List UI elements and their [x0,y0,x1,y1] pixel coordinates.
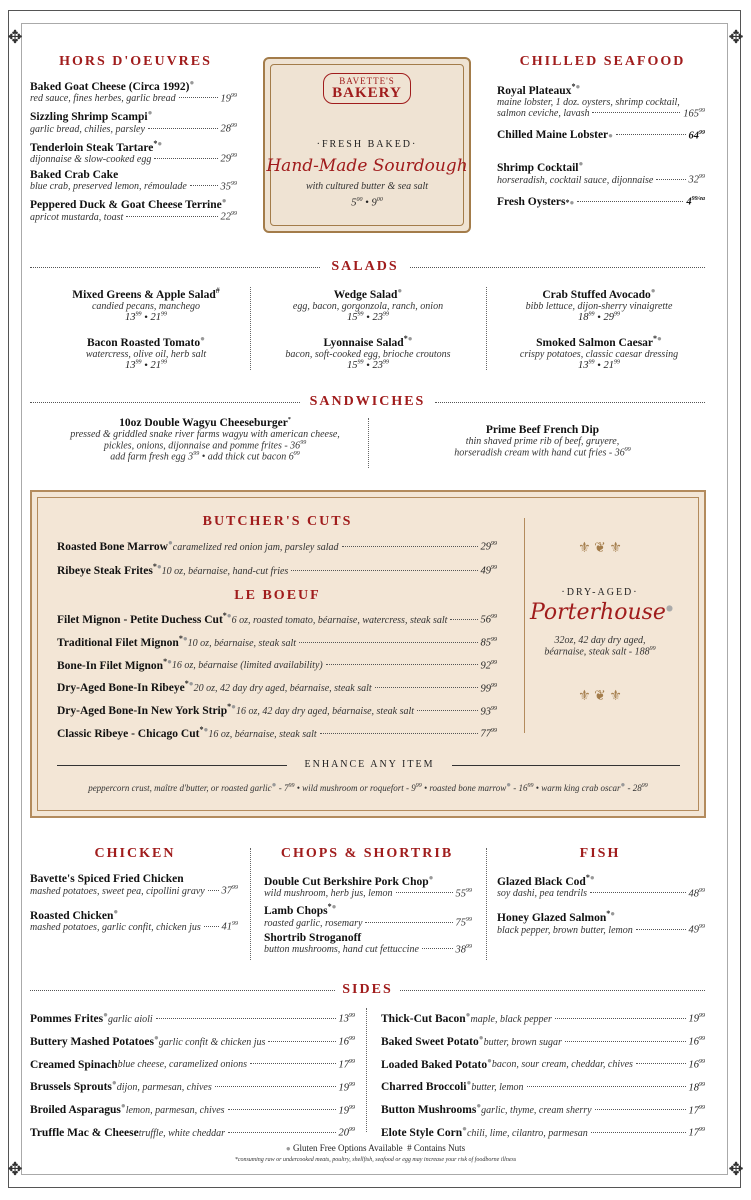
butcher-title: BUTCHER'S CUTS [202,514,353,529]
porterhouse-script: Porterhouse● [530,600,673,625]
legend: ● Gluten Free Options Available # Contains Nuts [285,1143,466,1153]
menu-item: Double Cut Berkshire Pork Chop● wild mushroom, herb jus, lemon $55^{99}$ [264,873,472,900]
menu-item: Classic Ribeye - Chicago Cut*● 16 oz, béarnaise, steak salt $77^{99}$ [57,725,497,740]
menu-item: Button Mushrooms● garlic, thyme, cream sherry $17^{99}$ [381,1101,705,1117]
boeuf-title: LE BOEUF [234,588,321,603]
sides-left [30,1010,355,1147]
menu-item: Shrimp Cocktail● horseradish, cocktail sauce, dijonnaise $32^{99}$ [497,159,705,186]
salad-item: Smoked Salmon Caesar*● crispy potatoes, classic caesar dressing $13^{99}$ • $21^{99}$ [519,334,679,372]
bakery-prices: $5^{00}$ • $9^{00}$ [351,197,383,209]
menu-item: Loaded Baked Potato● bacon, sour cream, cheddar, chives $16^{99}$ [381,1055,705,1071]
porterhouse-desc: 32oz, 42 day dry aged, béarnaise, steak salt - $188^{99}$ [544,635,656,658]
enhance-row: peppercorn crust, maître d'butter, or roasted garlic● - $7^{99}$ • wild mushroom or roquefort - $9^{99}$ • roasted bone marrow● - $16^{99}$ • warm king crab oscar● - $28^{99}$ [88,780,648,793]
burger-item: 10oz Double Wagyu Cheeseburger* pressed & griddled snake river farms wagyu with american cheese, pickles, onions, dijonnaise and pomme frites - $36^{99}$ add farm fresh egg $3^{99}$ • add thick cut bacon $6^{99}$ [70,417,340,463]
menu-item: Dry-Aged Bone-In Ribeye*● 20 oz, 42 day dry aged, béarnaise, steak salt $99^{99}$ [57,679,497,695]
butcher-list [57,538,497,586]
menu-item: Thick-Cut Bacon● maple, black pepper $19^{99}$ [381,1010,705,1025]
menu-item: Roasted Bone Marrow● caramelized red onion jam, parsley salad $29^{99}$ [57,538,497,553]
menu-item: Sizzling Shrimp Scampi● garlic bread, chilies, parsley $28^{99}$ [30,108,237,135]
chilled-list [497,82,705,208]
sides-title: SIDES [342,982,393,997]
french-dip-item: Prime Beef French Dip thin shaved prime rib of beef, gruyere, horseradish cream with hand cut fries - $36^{99}$ [454,424,631,459]
menu-item: Roasted Chicken● mashed potatoes, garlic confit, chicken jus $41^{99}$ [30,906,238,933]
flourish-icon: ⚜ ❦ ⚜ [578,689,622,704]
disclaimer: *consuming raw or undercooked meats, poultry, shellfish, seafood or egg may increase your risk of foodborne illness [234,1157,517,1163]
enhance-item: wild mushroom or roquefort - $9^{99}$ [302,783,422,793]
menu-item: Brussels Sprouts● dijon, parmesan, chives $19^{99}$ [30,1078,355,1094]
chops-list [264,873,472,958]
menu-item: Filet Mignon - Petite Duchess Cut*● 6 oz, roasted tomato, béarnaise, watercress, steak salt $56^{99}$ [57,611,497,626]
salad-item: Mixed Greens & Apple Salad# candied pecans, manchego $13^{99}$ • $21^{99}$ [72,286,220,324]
menu-item: Traditional Filet Mignon*● 10 oz, béarnaise, steak salt $85^{99}$ [57,633,497,649]
fish-list [497,873,705,946]
menu-item: Honey Glazed Salmon*● black pepper, brown butter, lemon $49^{99}$ [497,909,705,936]
corner-ornament-icon: ✥ [728,1159,744,1179]
hors-title: HORS D'OEUVRES [59,54,212,69]
menu-item: Chilled Maine Lobster ● $64^{99}$ [497,129,705,142]
enhance-item: peppercorn crust, maître d'butter, or roasted garlic● - $7^{99}$ [88,780,295,793]
chicken-title: CHICKEN [94,846,176,861]
enhance-item: warm king crab oscar● - $28^{99}$ [541,780,648,793]
menu-item: Bavette's Spiced Fried Chicken mashed potatoes, sweet pea, cipollini gravy $37^{99}$ [30,873,238,897]
bakery-script: Hand-Made Sourdough [266,156,468,176]
bakery-label: ·FRESH BAKED· [316,139,418,150]
menu-item: Baked Sweet Potato● butter, brown sugar $16^{99}$ [381,1032,705,1048]
enhance-item: roasted bone marrow● - $16^{99}$ [429,780,534,793]
sides-right [381,1010,705,1147]
menu-item: Creamed Spinach blue cheese, caramelized onions $17^{99}$ [30,1058,355,1071]
corner-ornament-icon: ✥ [7,1159,23,1179]
menu-item: Shortrib Stroganoff button mushrooms, hand cut fettuccine $38^{99}$ [264,931,472,956]
menu-item: Pommes Frites● garlic aioli $13^{99}$ [30,1010,355,1025]
menu-item: Dry-Aged Bone-In New York Strip*● 16 oz, 42 day dry aged, béarnaise, steak salt $93^{99}$ [57,702,497,718]
menu-item: Elote Style Corn● chili, lime, cilantro, parmesan $17^{99}$ [381,1124,705,1139]
menu-item: Baked Crab Cake blue crab, preserved lemon, rémoulade $35^{99}$ [30,168,237,193]
bakery-logo: BAVETTE'S BAKERY [323,73,411,104]
menu-item: Ribeye Steak Frites*● 10 oz, béarnaise, hand-cut fries $49^{99}$ [57,561,497,577]
menu-item: Broiled Asparagus● lemon, parmesan, chives $19^{99}$ [30,1101,355,1117]
menu-item: Peppered Duck & Goat Cheese Terrine● apricot mustarda, toast $22^{99}$ [30,196,237,223]
corner-ornament-icon: ✥ [7,27,23,47]
menu-item: Royal Plateaux*● maine lobster, 1 doz. oysters, shrimp cocktail, salmon ceviche, lavash $165^{99}$ [497,82,705,120]
menu-item: Tenderloin Steak Tartare*● dijonnaise & slow-cooked egg $29^{99}$ [30,138,237,165]
menu-item: Glazed Black Cod*● soy dashi, pea tendrils $48^{99}$ [497,873,705,900]
salad-item: Crab Stuffed Avocado● bibb lettuce, dijon-sherry vinaigrette $18^{99}$ • $29^{99}$ [525,286,673,324]
porterhouse-label: ·DRY-AGED· [561,587,639,598]
chilled-title: CHILLED SEAFOOD [519,54,686,69]
enhance-title: ENHANCE ANY ITEM [304,759,435,770]
bakery-desc: with cultured butter & sea salt [305,181,429,192]
fish-title: FISH [579,846,621,861]
menu-item: Baked Goat Cheese (Circa 1992)● red sauce, fines herbes, garlic bread $19^{99}$ [30,78,237,105]
boeuf-list [57,611,497,748]
menu-item: Truffle Mac & Cheese truffle, white cheddar $20^{99}$ [30,1126,355,1139]
menu-item: Charred Broccoli● butter, lemon $18^{99}$ [381,1078,705,1094]
flourish-icon: ⚜ ❦ ⚜ [578,541,622,556]
menu-item: Bone-In Filet Mignon*● 16 oz, béarnaise (limited availability) $92^{99}$ [57,656,497,672]
salads-title: SALADS [331,259,399,274]
corner-ornament-icon: ✥ [728,27,744,47]
salad-item: Bacon Roasted Tomato● watercress, olive oil, herb salt $13^{99}$ • $21^{99}$ [85,334,207,372]
menu-item: Lamb Chops*● roasted garlic, rosemary $75^{99}$ [264,902,472,929]
bakery-card [263,57,471,233]
menu-item: Fresh Oysters *● $4^{99/ea}$ [497,195,705,208]
sandwiches-title: SANDWICHES [309,394,426,409]
salad-item: Wedge Salad● egg, bacon, gorgonzola, ranch, onion $15^{99}$ • $23^{99}$ [292,286,444,324]
salad-item: Lyonnaise Salad*● bacon, soft-cooked egg, brioche croutons $15^{99}$ • $23^{99}$ [285,334,451,372]
hors-list [30,78,237,227]
chicken-list [30,873,238,943]
chops-title: CHOPS & SHORTRIB [280,846,454,861]
menu-item: Buttery Mashed Potatoes● garlic confit & chicken jus $16^{99}$ [30,1032,355,1048]
